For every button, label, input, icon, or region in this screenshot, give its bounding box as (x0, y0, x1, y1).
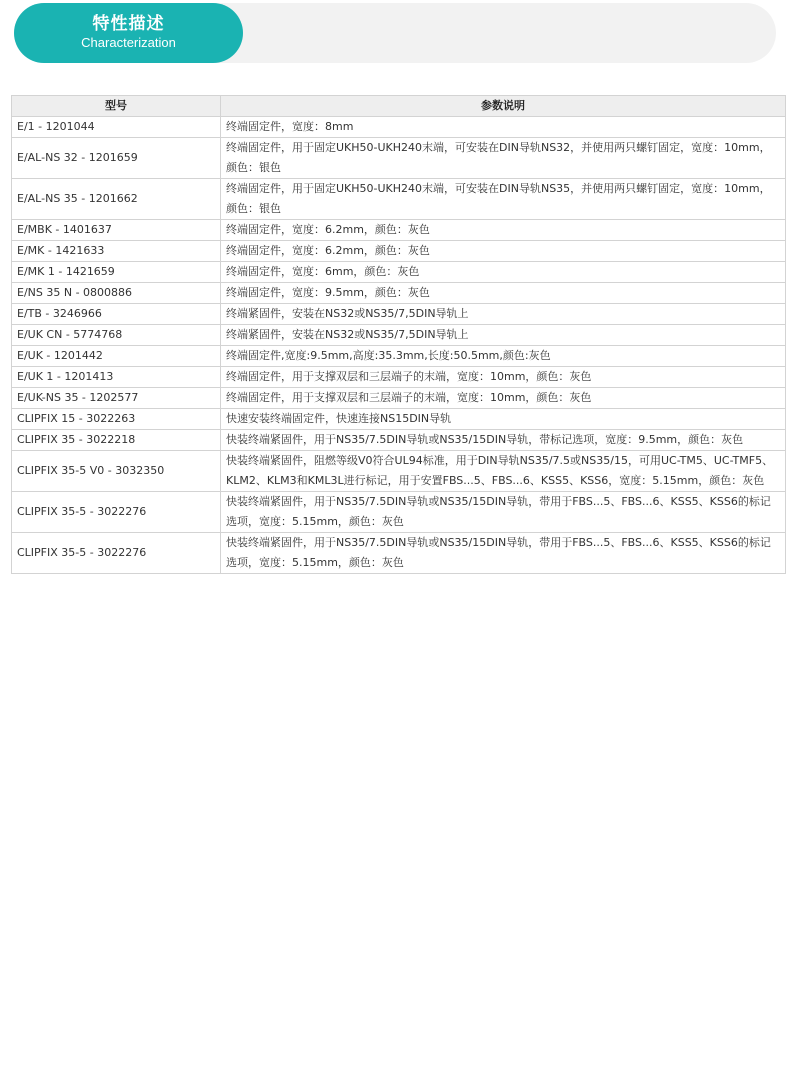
model-cell: E/1 - 1201044 (12, 117, 221, 138)
table-row (12, 451, 786, 492)
description-cell: 终端固定件，宽度：6.2mm，颜色：灰色 (221, 241, 786, 262)
table-row (12, 325, 786, 346)
model-cell: E/MBK - 1401637 (12, 220, 221, 241)
model-cell: E/AL-NS 32 - 1201659 (12, 138, 221, 179)
table-row (12, 388, 786, 409)
table-row (12, 117, 786, 138)
table-header-row (12, 96, 786, 117)
description-cell: 快装终端紧固件，用于NS35/7.5DIN导轨或NS35/15DIN导轨，带用于FBS...5、FBS...6、KSS5、KSS6的标记选项，宽度：5.15mm，颜色：灰色 (221, 533, 786, 574)
model-cell: CLIPFIX 35-5 V0 - 3032350 (12, 451, 221, 492)
description-cell: 终端固定件，用于支撑双层和三层端子的末端，宽度：10mm，颜色：灰色 (221, 388, 786, 409)
table-row (12, 241, 786, 262)
column-header-description: 参数说明 (221, 96, 786, 117)
description-cell: 终端固定件，宽度：6mm，颜色：灰色 (221, 262, 786, 283)
table-row (12, 179, 786, 220)
model-cell: E/MK - 1421633 (12, 241, 221, 262)
description-cell: 快速安装终端固定件，快速连接NS15DIN导轨 (221, 409, 786, 430)
model-cell: E/UK-NS 35 - 1202577 (12, 388, 221, 409)
spec-table (11, 95, 786, 574)
description-cell: 快装终端紧固件，用于NS35/7.5DIN导轨或NS35/15DIN导轨，带标记选项，宽度：9.5mm，颜色：灰色 (221, 430, 786, 451)
model-cell: E/AL-NS 35 - 1201662 (12, 179, 221, 220)
model-cell: E/NS 35 N - 0800886 (12, 283, 221, 304)
table-body (12, 117, 786, 574)
section-banner (14, 3, 776, 63)
model-cell: E/UK CN - 5774768 (12, 325, 221, 346)
table-row (12, 138, 786, 179)
table-row (12, 492, 786, 533)
description-cell: 快装终端紧固件，阻燃等级V0符合UL94标准，用于DIN导轨NS35/7.5或NS35/15，可用UC-TM5、UC-TMF5、KLM2、KLM3和KML3L进行标记，用于安置FBS...5、FBS...6、KSS5、KSS6，宽度：5.15mm，颜色：灰色 (221, 451, 786, 492)
description-cell: 终端固定件,宽度:9.5mm,高度:35.3mm,长度:50.5mm,颜色:灰色 (221, 346, 786, 367)
model-cell: CLIPFIX 15 - 3022263 (12, 409, 221, 430)
description-cell: 快装终端紧固件，用于NS35/7.5DIN导轨或NS35/15DIN导轨，带用于FBS...5、FBS...6、KSS5、KSS6的标记选项，宽度：5.15mm，颜色：灰色 (221, 492, 786, 533)
model-cell: E/MK 1 - 1421659 (12, 262, 221, 283)
section-title-pill (14, 3, 243, 63)
table-row (12, 430, 786, 451)
table-row (12, 283, 786, 304)
table-row (12, 367, 786, 388)
table-row (12, 533, 786, 574)
table-row (12, 304, 786, 325)
description-cell: 终端固定件，宽度：8mm (221, 117, 786, 138)
description-cell: 终端紧固件，安装在NS32或NS35/7,5DIN导轨上 (221, 325, 786, 346)
table-row (12, 262, 786, 283)
table-row (12, 409, 786, 430)
description-cell: 终端固定件，宽度：6.2mm，颜色：灰色 (221, 220, 786, 241)
description-cell: 终端固定件，用于固定UKH50-UKH240末端，可安装在DIN导轨NS32，并使用两只螺钉固定，宽度：10mm，颜色：银色 (221, 138, 786, 179)
section-title-en: Characterization (81, 35, 176, 50)
table-row (12, 346, 786, 367)
model-cell: E/TB - 3246966 (12, 304, 221, 325)
model-cell: E/UK - 1201442 (12, 346, 221, 367)
model-cell: CLIPFIX 35 - 3022218 (12, 430, 221, 451)
table-row (12, 220, 786, 241)
description-cell: 终端固定件，宽度：9.5mm，颜色：灰色 (221, 283, 786, 304)
model-cell: CLIPFIX 35-5 - 3022276 (12, 533, 221, 574)
model-cell: E/UK 1 - 1201413 (12, 367, 221, 388)
section-title-cn: 特性描述 (92, 14, 165, 34)
description-cell: 终端紧固件，安装在NS32或NS35/7,5DIN导轨上 (221, 304, 786, 325)
model-cell: CLIPFIX 35-5 - 3022276 (12, 492, 221, 533)
description-cell: 终端固定件，用于支撑双层和三层端子的末端，宽度：10mm，颜色：灰色 (221, 367, 786, 388)
description-cell: 终端固定件，用于固定UKH50-UKH240末端，可安装在DIN导轨NS35，并使用两只螺钉固定，宽度：10mm，颜色：银色 (221, 179, 786, 220)
column-header-model: 型号 (12, 96, 221, 117)
